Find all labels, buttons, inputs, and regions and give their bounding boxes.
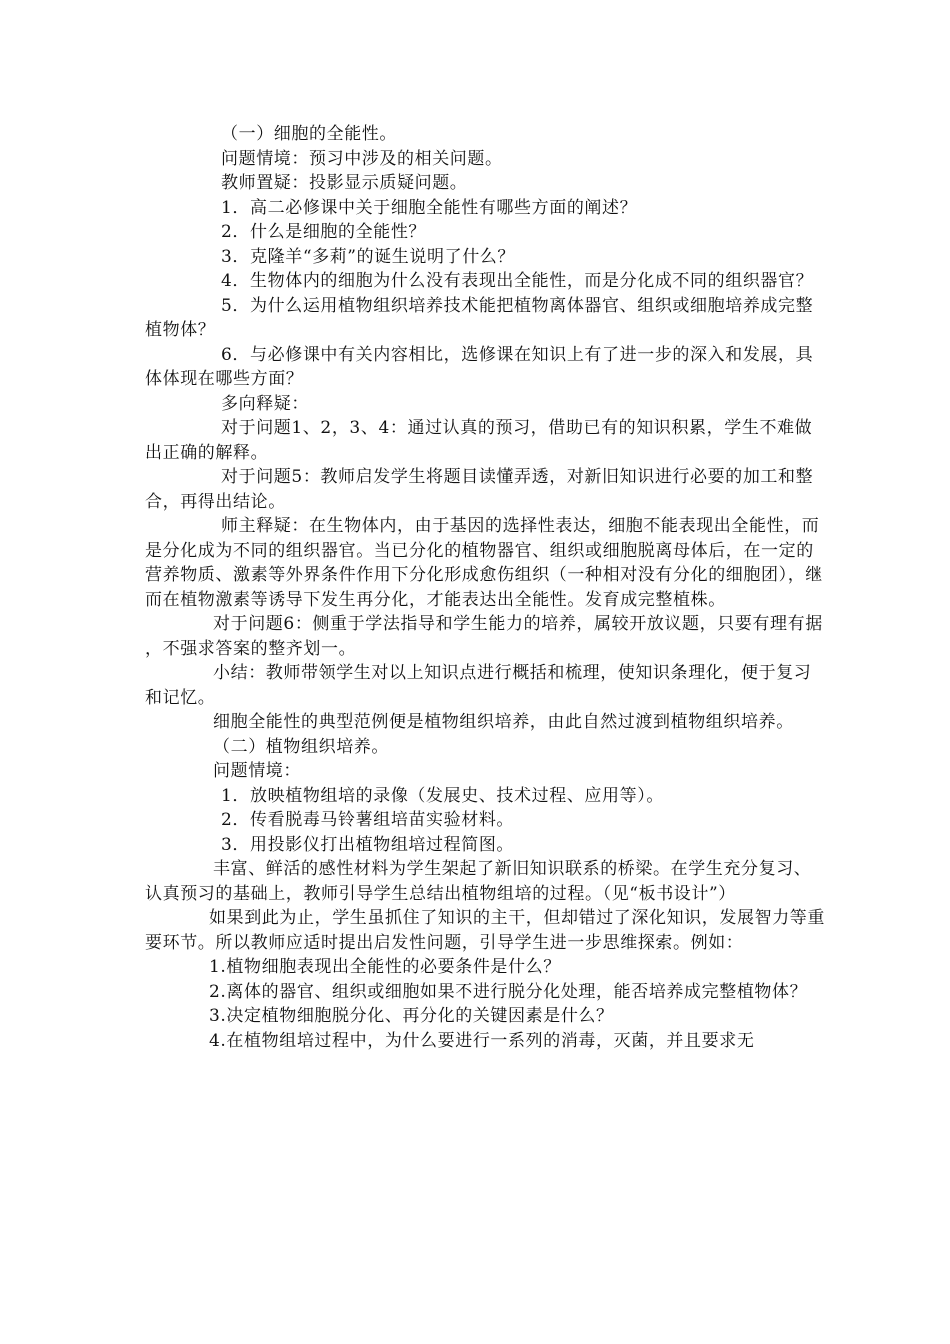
document-body <box>145 122 825 1053</box>
list-item: 2．传看脱毒马铃薯组培苗实验材料。 <box>221 810 515 830</box>
question-item: 4．生物体内的细胞为什么没有表现出全能性，而是分化成不同的组织器官？ <box>221 271 814 291</box>
section-heading-tissue-culture: （二）植物组织培养。 <box>213 736 389 757</box>
question-item: 1．高二必修课中关于细胞全能性有哪些方面的阐述？ <box>221 197 638 218</box>
question-item: 5．为什么运用植物组织培养技术能把植物离体器官、组织或细胞培养成完整植物体？ <box>145 295 814 340</box>
question-item: 3．克隆羊“多莉”的诞生说明了什么？ <box>221 246 515 267</box>
paragraph: 对于问题6：侧重于学法指导和学生能力的培养，属较开放议题，只要有理有据，不强求答案的整齐划一。 <box>145 614 823 659</box>
paragraph: 问题情境： <box>213 761 301 781</box>
paragraph: 丰富、鲜活的感性材料为学生架起了新旧知识联系的桥梁。在学生充分复习、认真预习的基础上，教师引导学生总结出植物组培的过程。（见“板书设计”） <box>145 859 812 904</box>
paragraph: 如果到此为止，学生虽抓住了知识的主干，但却错过了深化知识，发展智力等重要环节。所以教师应适时提出启发性问题，引导学生进一步思维探索。例如： <box>145 908 825 953</box>
paragraph: 问题情境：预习中涉及的相关问题。 <box>221 148 503 169</box>
paragraph: 小结：教师带领学生对以上知识点进行概括和梳理，使知识条理化，便于复习和记忆。 <box>145 663 812 708</box>
list-item: 3．用投影仪打出植物组培过程简图。 <box>221 834 515 855</box>
paragraph: 教师置疑：投影显示质疑问题。 <box>221 173 468 193</box>
question-item: 2.离体的器官、组织或细胞如果不进行脱分化处理，能否培养成完整植物体？ <box>209 981 808 1002</box>
question-item: 2．什么是细胞的全能性？ <box>221 222 427 242</box>
paragraph: 师主释疑：在生物体内，由于基因的选择性表达，细胞不能表现出全能性，而是分化成为不同的组织器官。当已分化的植物器官、组织或细胞脱离母体后，在一定的营养物质、激素等外界条件作用下分化形成愈伤组织（一种相对没有分化的细胞团），继而在植物激素等诱导下发生再分化，才能表达出全能性。发育成完整植株。 <box>145 516 823 610</box>
paragraph: 细胞全能性的典型范例便是植物组织培养，由此自然过渡到植物组织培养。 <box>213 712 794 732</box>
question-item: 6．与必修课中有关内容相比，选修课在知识上有了进一步的深入和发展，具体体现在哪些方面？ <box>145 344 814 389</box>
list-item: 1．放映植物组培的录像（发展史、技术过程、应用等）。 <box>221 785 664 806</box>
paragraph: 对于问题5：教师启发学生将题目读懂弄透，对新旧知识进行必要的加工和整合，再得出结论。 <box>145 467 814 512</box>
question-item: 3.决定植物细胞脱分化、再分化的关键因素是什么？ <box>209 1006 614 1026</box>
paragraph: 对于问题1、2，3、4：通过认真的预习，借助已有的知识积累，学生不难做出正确的解释。 <box>145 418 813 463</box>
question-item: 4.在植物组培过程中，为什么要进行一系列的消毒，灭菌，并且要求无 <box>209 1030 755 1051</box>
question-item: 1.植物细胞表现出全能性的必要条件是什么？ <box>209 957 561 977</box>
section-heading-totipotency: （一）细胞的全能性。 <box>221 124 397 144</box>
paragraph: 多向释疑： <box>221 393 309 414</box>
